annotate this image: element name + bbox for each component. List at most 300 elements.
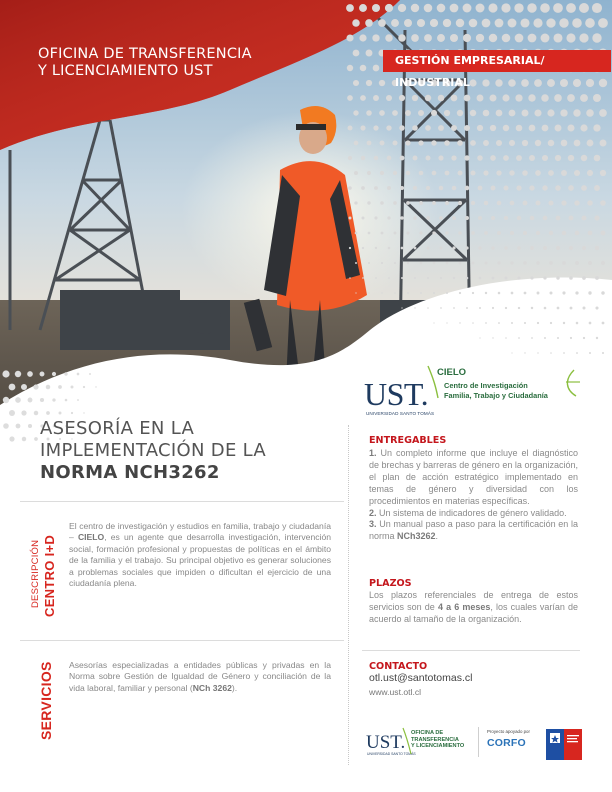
halftone-dot [349,247,351,249]
halftone-dot [431,140,436,145]
halftone-dot [515,94,522,101]
halftone-dot [399,95,405,101]
otl-logo-text [411,730,464,750]
halftone-dot [602,322,605,325]
halftone-dot [464,95,471,102]
halftone-dot [530,276,533,279]
halftone-dot [380,141,385,146]
description-text [69,521,331,589]
halftone-dot [59,412,62,415]
halftone-dot [536,201,541,206]
halftone-dot [511,352,512,353]
halftone-dot [599,109,607,117]
halftone-dot [479,277,482,280]
halftone-dot [522,110,529,117]
halftone-dot [548,170,554,176]
halftone-dot [391,19,399,27]
halftone-dot [503,185,508,190]
halftone-dot [488,3,497,12]
halftone-dot [557,307,560,310]
halftone-dot [426,186,430,190]
halftone-dot [424,34,432,42]
halftone-dot [472,322,474,324]
halftone-dot [516,155,522,161]
halftone-dot [470,170,475,175]
halftone-dot [33,384,38,389]
page-title-line1: ASESORÍA EN LA [40,418,195,439]
office-title [38,46,268,80]
halftone-dot [546,18,555,27]
halftone-dot [572,18,582,28]
halftone-dot [417,19,425,27]
halftone-dot [569,246,573,250]
halftone-dot [360,125,365,130]
halftone-dot [553,33,562,42]
halftone-dot [83,386,85,388]
halftone-dot [385,34,392,41]
cielo-logo-line2: Familia, Trabajo y Ciudadanía [444,391,548,400]
halftone-dot [453,277,455,279]
plazos-text-part2: , los cuales varían de acuerdo al tamaño de la organización. [369,601,578,624]
halftone-dot [587,200,592,205]
halftone-dot [471,201,475,205]
halftone-dot [592,33,601,42]
halftone-dot [346,4,354,12]
halftone-dot [354,141,359,146]
halftone-dot [368,262,370,264]
halftone-dot [406,231,409,234]
halftone-dot [432,231,435,234]
services-text-part1: Asesorías especializadas a entidades públicas y privadas en la Norma sobre Gestión de Igualdad de Género y conciliación de la vida laboral, familiar y personal ( [69,660,331,693]
halftone-dot [589,352,591,354]
halftone-dot [537,292,540,295]
halftone-dot [543,276,546,279]
halftone-dot [491,186,496,191]
halftone-dot [398,4,406,12]
halftone-dot [599,79,607,87]
halftone-dot [412,125,418,131]
halftone-dot [547,79,555,87]
halftone-dot [432,201,436,205]
halftone-dot [433,262,436,265]
halftone-dot [348,156,352,160]
halftone-dot [439,246,442,249]
halftone-dot [466,277,469,280]
halftone-dot [469,79,476,86]
divider-contact [362,650,580,651]
plazos-text-part1: Los plazos referenciales de entrega de estos servicios son de [369,590,578,612]
halftone-dot [496,170,501,175]
halftone-dot [581,155,587,161]
halftone-dot [556,276,559,279]
halftone-dot [419,201,423,205]
halftone-dot [556,216,561,221]
entregables-heading: ENTREGABLES [369,435,447,446]
halftone-dot [450,4,459,13]
halftone-dot [16,424,21,429]
halftone-dot [463,34,471,42]
halftone-dot [592,3,602,13]
services-text-bold: NCh 3262 [192,682,232,693]
halftone-dot [509,110,516,117]
halftone-dot [458,231,462,235]
entregable-number: 3. [369,519,377,530]
halftone-dot [379,80,385,86]
halftone-dot [529,125,536,132]
halftone-dot [531,337,533,339]
halftone-dot [492,277,495,280]
halftone-dot [83,412,84,413]
halftone-dot [595,306,598,309]
halftone-dot [580,94,588,102]
halftone-dot [536,261,540,265]
halftone-dot [495,79,502,86]
halftone-dot [34,437,38,441]
halftone-dot [360,65,367,72]
services-text-part2: ). [231,682,238,693]
halftone-dot [52,372,56,376]
halftone-dot [411,4,419,12]
halftone-dot [349,277,351,279]
otl-logo-line3: Y LICENCIAMIENTO [411,743,465,750]
halftone-dot [544,337,546,339]
ust-logo: UST. [364,376,429,412]
footer-ust-logo: UST. [366,732,406,753]
halftone-dot [482,79,489,86]
halftone-dot [510,231,514,235]
halftone-dot [458,171,463,176]
halftone-dot [561,140,568,147]
halftone-dot [472,292,474,294]
halftone-dot [497,201,502,206]
halftone-dot [52,398,55,401]
halftone-dot [575,261,579,265]
halftone-dot [425,95,431,101]
halftone-dot [498,292,501,295]
halftone-dot [27,371,33,377]
halftone-dot [536,231,540,235]
halftone-dot [567,94,575,102]
halftone-dot [567,124,574,131]
halftone-dot [372,4,380,12]
gobierno-de-chile-logo [546,729,582,760]
halftone-dot [347,95,353,101]
halftone-dot [497,231,501,235]
halftone-dot [463,4,472,13]
halftone-dot [502,94,509,101]
halftone-dot [528,94,535,101]
halftone-dot [588,291,591,294]
halftone-dot [419,231,422,234]
halftone-dot [360,95,366,101]
halftone-dot [561,170,567,176]
halftone-dot [451,125,457,131]
halftone-dot [527,3,536,12]
halftone-dot [71,386,74,389]
halftone-dot [9,384,16,391]
halftone-dot [413,186,417,190]
halftone-dot [492,307,494,309]
halftone-dot [368,232,371,235]
description-text-part2: , es un agente que desarrolla investigación, intervención social, formación profesional y propuestas de políticas en el ámbito de la familia y el trabajo. Su principal objetivo es generar soluciones a problemas sociales que impiden o dificultan el ejercicio de una ciudadanía plena. [69,532,331,589]
halftone-dot [354,201,357,204]
halftone-dot [438,95,445,102]
entregable-item [369,508,578,520]
halftone-dot [601,261,605,265]
halftone-dot [445,201,449,205]
halftone-dot [367,201,370,204]
halftone-dot [414,307,415,308]
halftone-dot [28,398,33,403]
halftone-dot [64,372,67,375]
halftone-dot [15,371,21,377]
halftone-dot [524,322,526,324]
ust-logo-subtitle: UNIVERSIDAD SANTO TOMÁS [366,411,435,416]
halftone-dot [353,50,360,57]
halftone-dot [380,171,384,175]
halftone-dot [505,277,508,280]
halftone-dot [479,337,480,338]
halftone-dot [413,216,417,220]
halftone-dot [362,247,364,249]
page-title-line2: IMPLEMENTACIÓN DE LA [40,440,266,461]
halftone-dot [582,246,586,250]
halftone-dot [394,262,396,264]
halftone-dot [355,262,357,264]
halftone-dot [438,125,444,131]
halftone-dot [21,410,26,415]
halftone-dot [502,34,511,43]
entregable-item [369,448,578,508]
halftone-dot [542,185,547,190]
halftone-dot [585,18,595,28]
halftone-dot [553,3,563,13]
halftone-dot [593,124,600,131]
halftone-dot [437,4,446,13]
halftone-dot [586,79,594,87]
halftone-dot [548,200,553,205]
halftone-dot [406,201,410,205]
halftone-dot [570,337,572,339]
halftone-dot [464,155,469,160]
halftone-dot [563,352,565,354]
halftone-dot [517,246,521,250]
entregable-text: Un manual paso a paso para la certificación en la norma [369,519,578,542]
contact-heading: CONTACTO [369,661,428,672]
halftone-dot [510,201,515,206]
halftone-dot [594,215,599,220]
halftone-dot [582,276,586,280]
halftone-dot [9,436,14,441]
plazos-text-bold: 4 a 6 meses [437,601,491,612]
halftone-dot [392,140,397,145]
halftone-dot [554,94,562,102]
halftone-dot [559,18,568,27]
halftone-dot [496,140,502,146]
halftone-dot [574,200,579,205]
entregable-text: Un completo informe que incluye el diagnóstico de brechas y barreras de género en la organización, el plan de acción estratégico implementado en temas de género y diversidad con los procedimientos en materias específicas. [369,448,578,506]
halftone-dot [438,155,443,160]
halftone-dot [465,246,468,249]
halftone-dot [46,411,50,415]
halftone-dot [498,322,500,324]
halftone-dot [365,19,373,27]
halftone-dot [46,385,51,390]
footer-logo-divider [478,727,479,757]
halftone-dot [355,232,358,235]
halftone-dot [379,110,385,116]
halftone-dot [484,201,489,206]
office-title-line2: Y LICENCIAMIENTO UST [38,63,213,79]
halftone-dot [517,216,521,220]
halftone-dot [566,33,575,42]
halftone-dot [601,291,604,294]
halftone-dot [3,397,9,403]
halftone-dot [21,384,27,390]
halftone-dot [378,19,386,27]
halftone-dot [530,216,535,221]
contact-email-link[interactable]: otl.ust@santotomas.cl [369,672,473,684]
contact-website-link[interactable]: www.ust.otl.cl [369,687,422,697]
entregable-item [369,519,578,543]
halftone-dot [349,217,352,220]
halftone-dot [482,19,491,28]
halftone-dot [368,292,369,293]
page-title-line3: NORMA NCH3262 [40,462,220,483]
halftone-dot [496,110,503,117]
halftone-dot [440,277,442,279]
halftone-dot [367,141,372,146]
halftone-dot [504,216,508,220]
entregable-number: 2. [369,507,377,518]
halftone-dot [427,307,429,309]
halftone-dot [374,216,377,219]
halftone-dot [386,95,392,101]
halftone-dot [509,170,514,175]
halftone-dot [560,79,568,87]
halftone-dot [444,110,450,116]
halftone-dot [361,156,365,160]
halftone-dot [347,125,352,130]
halftone-dot [367,171,371,175]
halftone-dot [511,292,514,295]
halftone-dot [34,411,38,415]
halftone-dot [457,110,463,116]
halftone-dot [475,3,484,12]
halftone-dot [381,232,384,235]
halftone-dot [543,246,547,250]
halftone-dot [414,277,416,279]
halftone-dot [576,352,578,354]
halftone-dot [479,307,481,309]
centro-id-label: CENTRO I+D [42,534,57,617]
halftone-dot [58,385,62,389]
halftone-dot [374,186,378,190]
halftone-dot [401,277,403,279]
halftone-dot [601,231,606,236]
halftone-dot [443,19,451,27]
halftone-dot [366,110,372,116]
halftone-dot [550,352,552,354]
halftone-dot [394,232,397,235]
halftone-dot [77,399,79,401]
halftone-dot [452,216,456,220]
halftone-dot [353,110,358,115]
project-supported-label: Proyecto apoyado por [487,729,530,734]
sector-badge: GESTIÓN EMPRESARIAL/ INDUSTRIAL [383,50,611,72]
halftone-dot [595,276,599,280]
halftone-dot [523,261,526,264]
halftone-dot [483,140,489,146]
halftone-dot [575,231,580,236]
halftone-dot [541,34,550,43]
services-text [69,660,331,694]
halftone-dot [537,322,539,324]
halftone-dot [518,307,520,309]
entregable-text-tail: . [435,531,439,542]
halftone-dot [89,373,91,375]
halftone-dot [411,34,419,42]
halftone-dot [424,4,433,13]
halftone-dot [574,170,580,176]
halftone-dot [386,125,391,130]
halftone-dot [372,34,379,41]
halftone-dot [426,216,430,220]
halftone-dot [580,124,587,131]
halftone-dot [40,372,45,377]
halftone-dot [425,125,431,131]
halftone-dot [440,307,442,309]
halftone-dot [387,156,392,161]
halftone-dot [530,246,534,250]
halftone-dot [562,261,566,265]
halftone-dot [495,19,504,28]
halftone-dot [457,140,463,146]
halftone-dot [596,337,598,339]
halftone-dot [548,140,555,147]
halftone-dot [549,291,552,294]
halftone-dot [375,277,377,279]
halftone-dot [71,412,73,414]
halftone-dot [575,291,578,294]
halftone-dot [466,307,468,309]
halftone-dot [348,186,352,190]
halftone-dot [477,95,484,102]
halftone-dot [418,110,424,116]
halftone-dot [574,140,581,147]
halftone-dot [418,140,423,145]
halftone-dot [420,262,423,265]
halftone-dot [491,216,495,220]
cielo-logo-word: CIELO [437,367,467,378]
halftone-dot [557,337,559,339]
halftone-dot [555,125,562,132]
halftone-dot [427,277,429,279]
halftone-dot [485,292,487,294]
halftone-dot [484,231,488,235]
halftone-dot [437,34,445,42]
corfo-logo: CORFO [487,737,526,749]
halftone-dot [529,185,534,190]
halftone-dot [543,216,548,221]
halftone-dot [347,65,353,71]
halftone-dot [359,34,366,41]
halftone-dot [497,261,500,264]
halftone-dot [3,423,9,429]
halftone-dot [405,110,411,116]
halftone-dot [510,261,513,264]
halftone-dot [478,186,483,191]
